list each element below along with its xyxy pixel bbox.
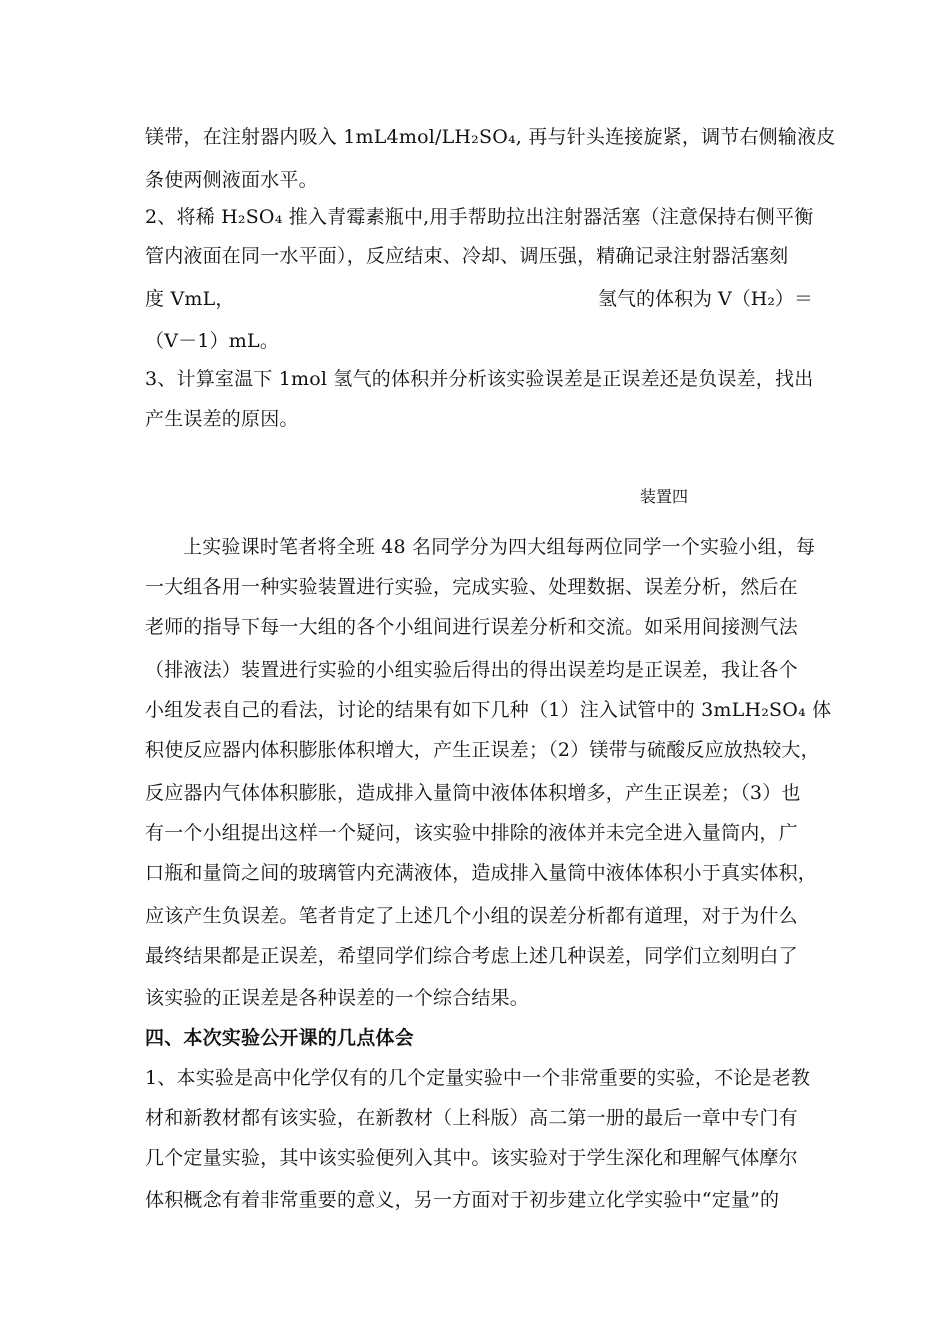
section-4-line: 材和新教材都有该实验，在新教材（上科版）高二第一册的最后一章中专门有: [145, 1107, 798, 1129]
discussion-line: 口瓶和量筒之间的玻璃管内充满液体，造成排入量筒中液体体积小于真实体积，: [145, 862, 818, 884]
step-2-line: 管内液面在同一水平面），反应结束、冷却、调压强，精确记录注射器活塞刻: [145, 245, 789, 267]
figure-caption: 装置四: [640, 487, 689, 506]
discussion-line: 应该产生负误差。笔者肯定了上述几个小组的误差分析都有道理，对于为什么: [145, 905, 798, 927]
discussion-line: 积使反应器内体积膨胀体积增大，产生正误差；（2）镁带与硫酸反应放热较大，: [145, 739, 820, 761]
hydrogen-volume-formula: 氢气的体积为 V（H₂）＝: [598, 288, 813, 310]
section-4-line: 几个定量实验，其中该实验便列入其中。该实验对于学生深化和理解气体摩尔: [145, 1147, 798, 1169]
step-2-line: 度 VmL，: [145, 288, 235, 310]
step-2-line: （V－1）mL。: [145, 330, 280, 352]
step-3-line: 产生误差的原因。: [145, 408, 299, 430]
discussion-line: 该实验的正误差是各种误差的一个综合结果。: [145, 987, 530, 1009]
step-3-line: 3、计算室温下 1mol 氢气的体积并分析该实验误差是正误差还是负误差，找出: [145, 368, 814, 390]
discussion-line: 老师的指导下每一大组的各个小组间进行误差分析和交流。如采用间接测气法: [145, 616, 798, 638]
discussion-line: 最终结果都是正误差，希望同学们综合考虑上述几种误差，同学们立刻明白了: [145, 945, 798, 967]
discussion-line: 一大组各用一种实验装置进行实验，完成实验、处理数据、误差分析，然后在: [145, 576, 798, 598]
section-4-line: 体积概念有着非常重要的意义，另一方面对于初步建立化学实验中“定量”的: [145, 1189, 780, 1211]
section-heading: 四、本次实验公开课的几点体会: [145, 1027, 414, 1049]
discussion-line: 反应器内气体体积膨胀，造成排入量筒中液体体积增多，产生正误差；（3）也: [145, 782, 801, 804]
discussion-line: （排液法）装置进行实验的小组实验后得出的得出误差均是正误差，我让各个: [145, 659, 798, 681]
discussion-line: 有一个小组提出这样一个疑问，该实验中排除的液体并未完全进入量筒内，广: [145, 822, 798, 844]
text-line: 镁带，在注射器内吸入 1mL4mol/LH₂SO₄, 再与针头连接旋紧，调节右侧输液皮: [145, 126, 836, 148]
discussion-line: 上实验课时笔者将全班 48 名同学分为四大组每两位同学一个实验小组，每: [183, 536, 816, 558]
text-line: 条使两侧液面水平。: [145, 169, 318, 191]
discussion-line: 小组发表自己的看法，讨论的结果有如下几种（1）注入试管中的 3mLH₂SO₄ 体: [145, 699, 832, 721]
section-4-line: 1、本实验是高中化学仅有的几个定量实验中一个非常重要的实验，不论是老教: [145, 1067, 811, 1089]
step-2-line: 2、将稀 H₂SO₄ 推入青霉素瓶中,用手帮助拉出注射器活塞（注意保持右侧平衡: [145, 206, 814, 228]
